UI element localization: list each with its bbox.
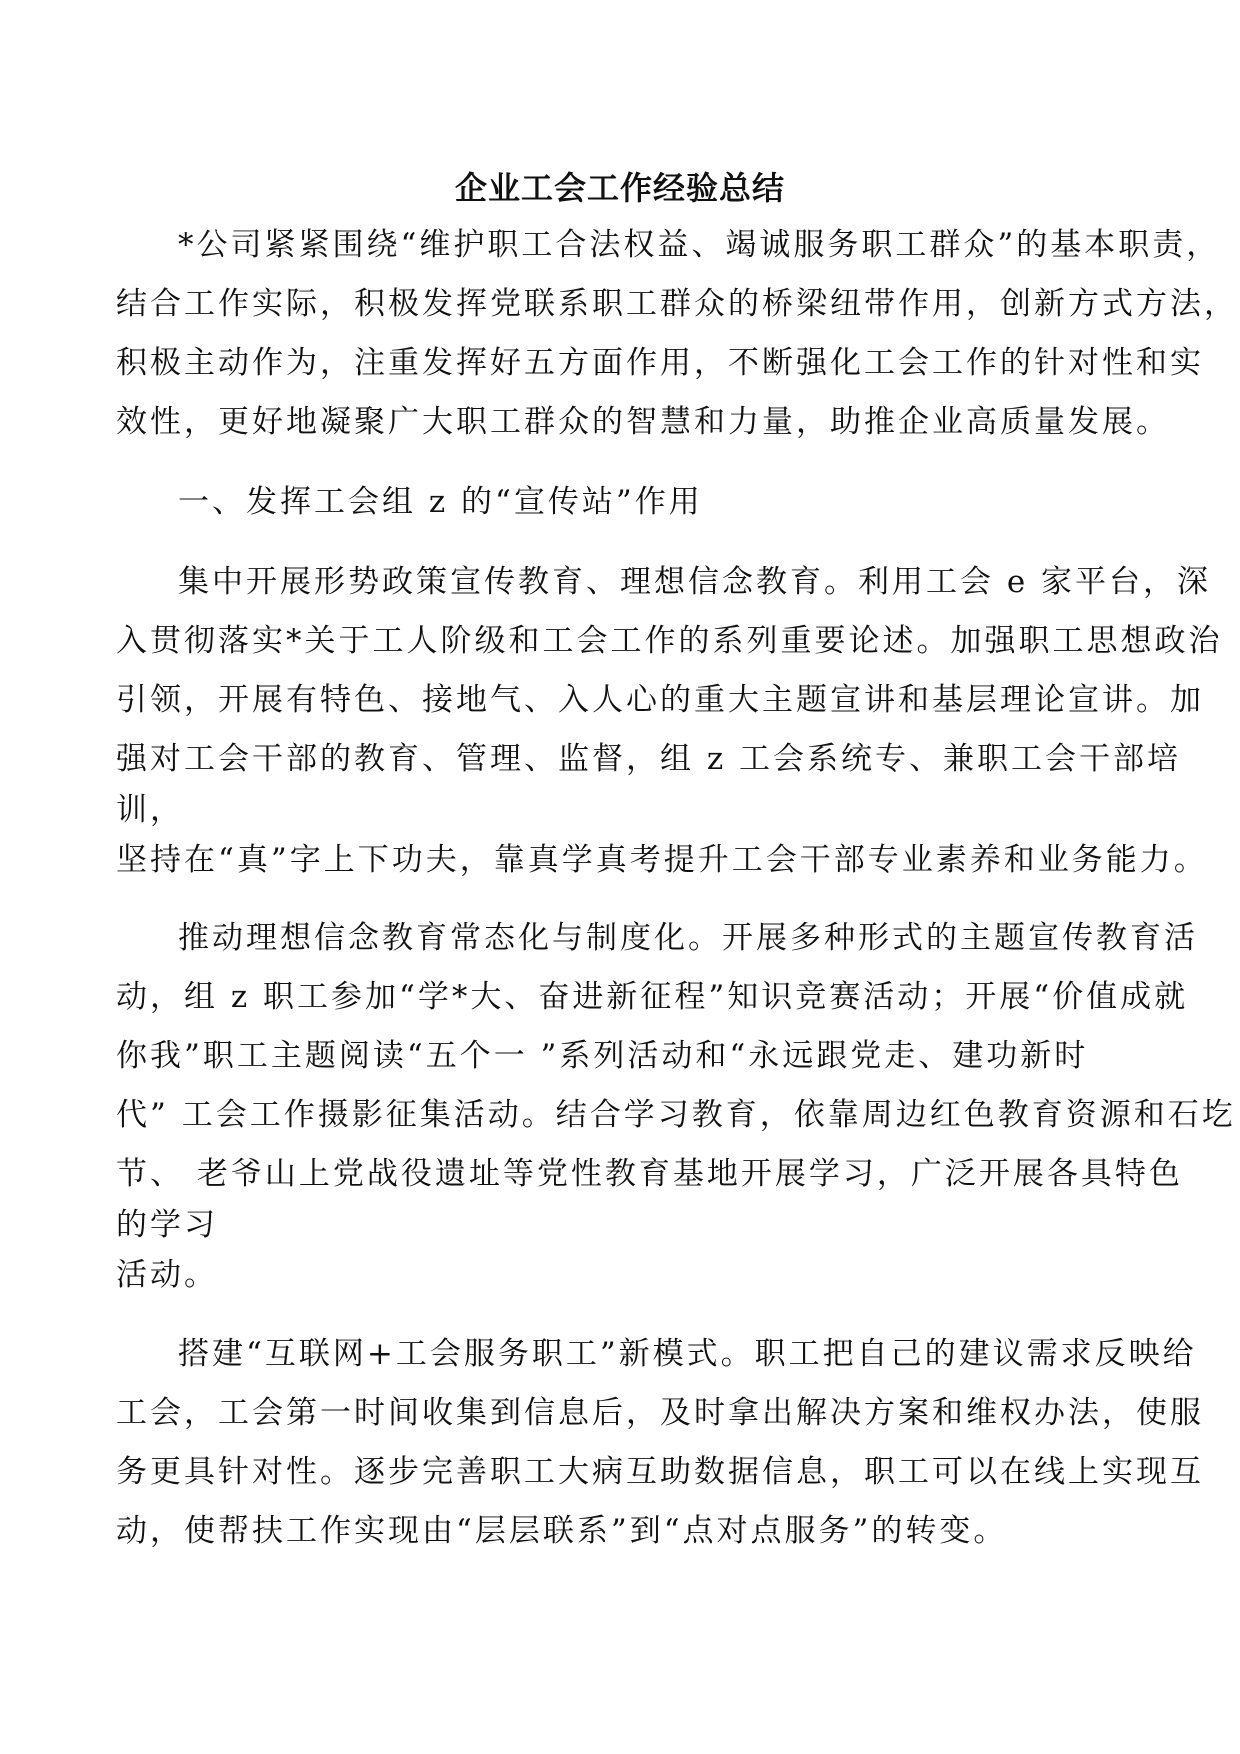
paragraph-1-line-3: 积极主动作为，注重发挥好五方面作用，不断强化工会工作的针对性和实 — [116, 345, 1204, 381]
paragraph-4-line-2: 工会，工会第一时间收集到信息后，及时拿出解决方案和维权办法，使服 — [116, 1395, 1204, 1431]
paragraph-3-line-7: 活动。 — [116, 1257, 218, 1293]
paragraph-3-line-3: 你我”职工主题阅读“五个一 ”系列活动和“永远跟党走、建功新时 — [116, 1038, 1089, 1074]
paragraph-3-line-5: 节、 老爷山上党战役遗址等党性教育基地开展学习，广泛开展各具特色 — [116, 1156, 1183, 1192]
paragraph-1-line-2: 结合工作实际，积极发挥党联系职工群众的桥梁纽带作用，创新方式方法， — [116, 286, 1238, 322]
paragraph-2-line-3: 引领，开展有特色、接地气、入人心的重大主题宣讲和基层理论宣讲。加 — [116, 682, 1204, 718]
paragraph-2-line-4: 强对工会干部的教育、管理、监督，组 z 工会系统专、兼职工会干部培 — [116, 741, 1182, 777]
document-title: 企业工会工作经验总结 — [454, 169, 785, 207]
paragraph-3-line-6: 的学习 — [116, 1207, 218, 1243]
paragraph-4-line-4: 动，使帮扶工作实现由“层层联系”到“点对点服务”的转变。 — [116, 1513, 1008, 1549]
paragraph-1-line-1: *公司紧紧围绕“维护职工合法权益、竭诚服务职工群众”的基本职责， — [178, 227, 1221, 263]
paragraph-2-line-6: 坚持在“真”字上下功夫，靠真学真考提升工会干部专业素养和业务能力。 — [116, 842, 1208, 878]
paragraph-4-line-3: 务更具针对性。逐步完善职工大病互助数据信息，职工可以在线上实现互 — [116, 1454, 1204, 1490]
paragraph-3-line-4: 代” 工会工作摄影征集活动。结合学习教育，依靠周边红色教育资源和石圪 — [116, 1097, 1236, 1133]
paragraph-3-line-2: 动，组 z 职工参加“学*大、奋进新征程”知识竞赛活动；开展“价值成就 — [116, 979, 1189, 1015]
paragraph-2-line-2: 入贯彻落实*关于工人阶级和工会工作的系列重要论述。加强职工思想政治 — [116, 623, 1223, 659]
paragraph-1-line-4: 效性，更好地凝聚广大职工群众的智慧和力量，助推企业高质量发展。 — [116, 404, 1170, 440]
paragraph-4-line-1: 搭建“互联网+工会服务职工”新模式。职工把自己的建议需求反映给 — [178, 1336, 1197, 1372]
paragraph-3-line-1: 推动理想信念教育常态化与制度化。开展多种形式的主题宣传教育活 — [178, 920, 1198, 956]
section-heading-1: 一、发挥工会组 z 的“宣传站”作用 — [178, 484, 703, 520]
paragraph-2-line-5: 训， — [116, 792, 184, 828]
paragraph-2-line-1: 集中开展形势政策宣传教育、理想信念教育。利用工会 e 家平台，深 — [178, 564, 1212, 600]
